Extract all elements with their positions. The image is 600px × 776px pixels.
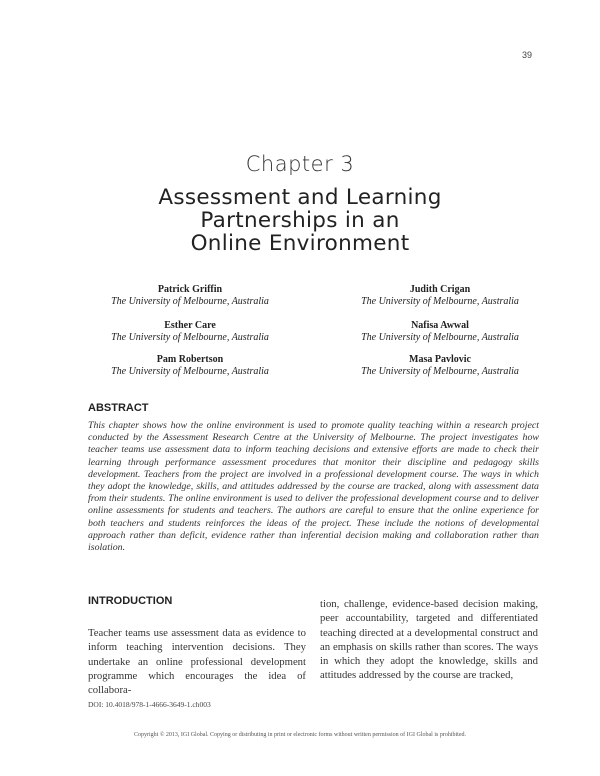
author — [315, 284, 565, 308]
author-name: Masa Pavlovic — [409, 354, 471, 365]
author-name: Nafisa Awwal — [411, 320, 469, 331]
author-affiliation: The University of Melbourne, Australia — [111, 296, 269, 307]
page-number: 39 — [521, 50, 532, 60]
introduction-heading: INTRODUCTION — [88, 595, 173, 607]
author-affiliation: The University of Melbourne, Australia — [111, 332, 269, 343]
author-name: Judith Crigan — [409, 284, 471, 295]
author-name: Patrick Griffin — [157, 284, 223, 295]
chapter-label: Chapter 3 — [245, 152, 355, 176]
author-name: Pam Robertson — [156, 354, 224, 365]
title-line: Online Environment — [190, 231, 410, 256]
author — [65, 320, 315, 344]
introduction-left-column: Teacher teams use assessment data as evidence to inform teaching intervention decisions. They undertake an online professional development programme which encourages the idea of collabora- — [88, 627, 306, 697]
title-line: Partnerships in an — [200, 208, 400, 233]
author — [65, 284, 315, 308]
doi: DOI: 10.4018/978-1-4666-3649-1.ch003 — [88, 700, 211, 709]
author — [315, 354, 565, 378]
abstract-text: This chapter shows how the online environment is used to promote quality teaching within a research project conducted by the Assessment Research Centre at the University of Melbourne. The project investigates how teacher teams use assessment data to inform teaching decisions and extensive efforts are made to check their learning through performance assessment procedures that monitor their discipline and pedagogy skills development. Teachers from the project are involved in a professional development course. The ways in which they adopt the knowledge, skills, and attitudes addressed by the course are tracked, along with assessment data from their students. The online environment is used to deliver the professional development course and to deliver online assessments for students and teachers. The authors are careful to ensure that the online experience for both teachers and students reinforces the ideas of the project. These include the notions of developmental approach rather than deficit, evidence rather than inferential decision making and collaboration rather than isolation. — [88, 420, 539, 554]
copyright-notice: Copyright © 2013, IGI Global. Copying or distributing in print or electronic forms without written permission of IGI Global is prohibited. — [133, 732, 466, 738]
title-line: Assessment and Learning — [158, 185, 442, 210]
author-affiliation: The University of Melbourne, Australia — [111, 366, 269, 377]
author-affiliation: The University of Melbourne, Australia — [361, 332, 519, 343]
author-affiliation: The University of Melbourne, Australia — [361, 366, 519, 377]
author-name: Esther Care — [164, 320, 216, 331]
abstract-heading: ABSTRACT — [88, 402, 149, 414]
author — [315, 320, 565, 344]
author-affiliation: The University of Melbourne, Australia — [361, 296, 519, 307]
introduction-right-column: tion, challenge, evidence-based decision making, peer accountability, targeted and differentiated teaching directed at a developmental construct and an emphasis on skills rather than scores. The ways in which they adopt the knowledge, skills and attitudes addressed by the course are tracked, — [320, 598, 538, 682]
author — [65, 354, 315, 378]
chapter-title — [0, 186, 600, 255]
